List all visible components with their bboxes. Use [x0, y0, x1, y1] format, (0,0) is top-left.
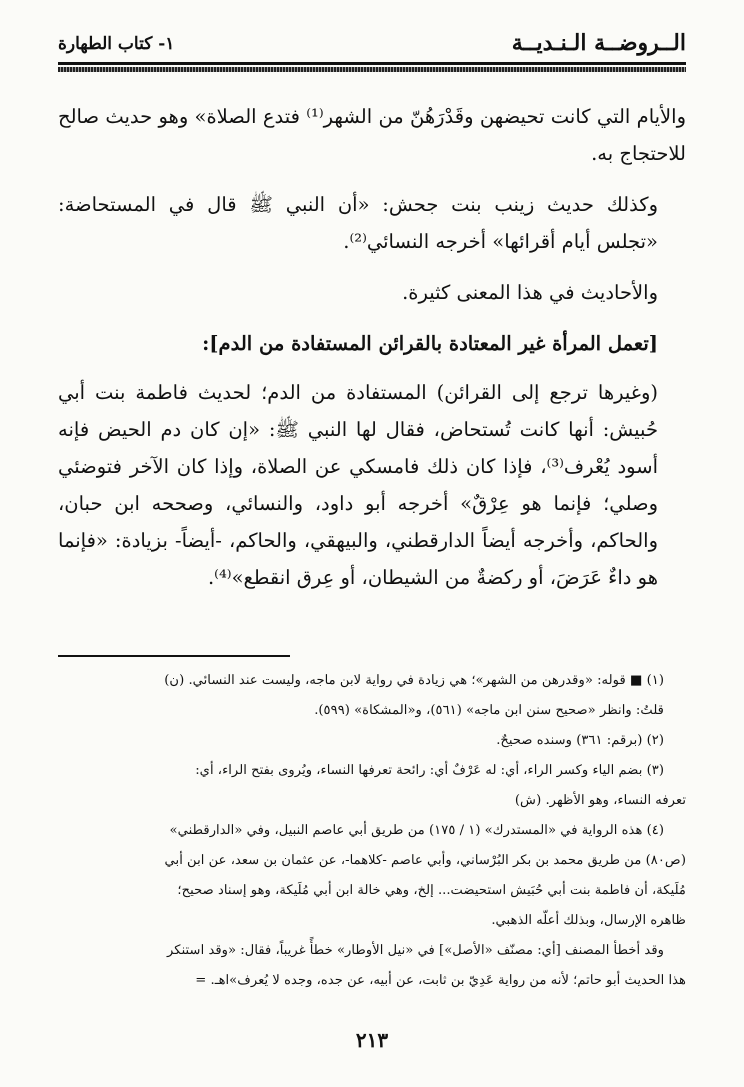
paragraph-5: (وغيرها ترجع إلى القرائن) المستفادة من الدم؛ لحديث فاطمة بنت أبي حُبيش: أنها كانت تُستحاض، فقال لها النبي ﷺ: «إن كان دم الحيض فإنه أسود يُعْرف⁽³⁾، فإذا كان ذلك فامسكي عن الصلاة، وإذا كان الآخر فتوضئي وصلي؛ فإنما هو عِرْقٌ» أخرجه أبو داود، والنسائي، وصححه ابن حبان، والحاكم، وأخرجه أيضاً الدارقطني، والبيهقي، والحاكم، -أيضاً- بزيادة: «فإنما هو داءٌ عَرَضَ، أو ركضةٌ من الشيطان، أو عِرق انقطع»⁽⁴⁾. [58, 381, 658, 589]
footnote-3: (٣) بضم الياء وكسر الراء، أي: له عَرْفٌ أي: رائحة تعرفها النساء، ويُروى بفتح الراء، أي: [195, 763, 664, 778]
footnote-4-line2: (ص٨٠) من طريق محمد بن بكر البُرْساني، وأبي عاصم -كلاهما-، عن عثمان بن سعد، عن ابن أبي [164, 853, 686, 868]
book-title: الــروضــة الـنـديــة [511, 30, 686, 56]
footnote-4-line6: هذا الحديث أبو حاتم؛ لأنه من رواية عَدِيّ بن ثابت، عن أبيه، عن جده، وجده لا يُعرف»اهـ. = [195, 973, 686, 988]
footnote-4-line4: ظاهره الإرسال، وبذلك أعلّه الذهبي. [491, 913, 686, 928]
footnote-1: (١) ■ قوله: «وقدرهن من الشهر»؛ هي زيادة في رواية لابن ماجه، وليست عند النسائي. (ن) [164, 673, 664, 688]
footnote-2: (٢) (برقم: ٣٦١) وسنده صحيحٌ. [496, 733, 664, 748]
footnote-rule [58, 655, 290, 657]
footnote-1-cont: قلتُ: وانظر «صحيح سنن ابن ماجه» (٥٦١)، و«المشكاة» (٥٩٩). [314, 703, 664, 718]
footnote-4-line3: مُلَيكة، أن فاطمة بنت أبي حُبَيش استحيضت... إلخ، وهي خالة ابن أبي مُلَيكة، وهو إسناد صحيح؛ [177, 883, 686, 898]
footnotes [58, 666, 686, 996]
paragraph-2: وكذلك حديث زينب بنت جحش: «أن النبي ﷺ قال في المستحاضة: «تجلس أيام أقرائها» أخرجه النسائي⁽²⁾. [58, 193, 658, 253]
footnote-4: (٤) هذه الرواية في «المستدرك» (١ / ١٧٥) من طريق أبي عاصم النبيل، وفي «الدارقطني» [169, 823, 664, 838]
header-hatched-rule [58, 67, 686, 72]
chapter-title: ١- كتاب الطهارة [58, 34, 175, 54]
page-number: ٢١٣ [355, 1028, 389, 1052]
paragraph-1: والأيام التي كانت تحيضهن وقَدْرَهُنّ من الشهر⁽¹⁾ فتدع الصلاة» وهو حديث صالح للاحتجاج به. [58, 105, 687, 165]
running-header [58, 30, 686, 60]
header-rule [58, 62, 686, 65]
main-text [58, 98, 686, 596]
paragraph-3: والأحاديث في هذا المعنى كثيرة. [402, 281, 658, 304]
section-heading: [تعمل المرأة غير المعتادة بالقرائن المستفادة من الدم]: [202, 332, 658, 355]
footnote-3-cont: تعرفه النساء، وهو الأظهر. (ش) [514, 793, 686, 808]
footnote-4-line5: وقد أخطأ المصنف [أي: مصنّف «الأصل»] في «نيل الأوطار» خطأً غريباً، فقال: «وقد استنكر [167, 943, 664, 958]
